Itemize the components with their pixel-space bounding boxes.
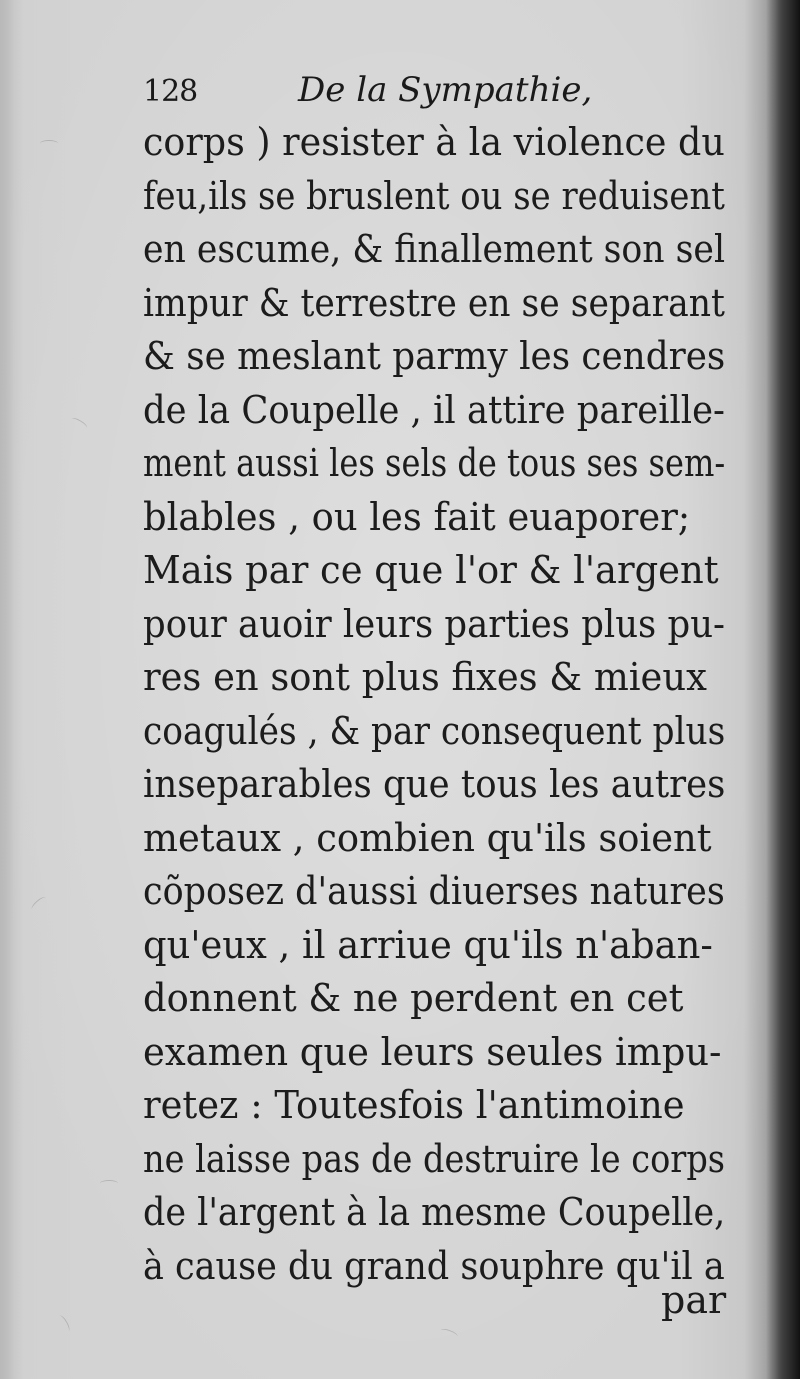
page-gutter-shadow xyxy=(766,0,800,1379)
text-line: donnent & ne perdent en cet xyxy=(143,976,684,1020)
text-line: de l'argent à la mesme Coupelle, xyxy=(143,1190,726,1234)
text-line: corps ) resister à la violence du xyxy=(143,120,725,164)
text-line: impur & terrestre en se separant xyxy=(143,280,725,325)
text-line: blables , ou les fait euaporer; xyxy=(143,494,691,539)
text-line: en escume, & finallement son sel xyxy=(143,227,726,271)
paper-fiber xyxy=(30,895,48,912)
text-line: res en sont plus fixes & mieux xyxy=(143,655,707,699)
text-line: feu,ils se bruslent ou se reduisent xyxy=(143,173,725,218)
catchword: par xyxy=(661,1278,727,1322)
paper-fiber xyxy=(40,140,58,147)
text-line: qu'eux , il arriue qu'ils n'aban- xyxy=(143,922,713,967)
paper-fiber xyxy=(69,416,88,431)
text-line: & se meslant parmy les cendres xyxy=(143,334,726,378)
paper-fiber xyxy=(100,1180,118,1187)
text-line: inseparables que tous les autres xyxy=(143,762,726,806)
text-line: à cause du grand souphre qu'il a xyxy=(143,1243,725,1288)
paper-fiber xyxy=(439,1327,458,1340)
body-text xyxy=(143,116,743,1293)
page-header xyxy=(143,66,643,116)
text-line: Mais par ce que l'or & l'argent xyxy=(143,548,719,592)
text-line: examen que leurs seules impu- xyxy=(143,1029,722,1074)
text-line: ment aussi les sels de tous ses sem- xyxy=(143,441,726,485)
text-line: de la Coupelle , il attire pareille- xyxy=(143,387,725,432)
text-line: pour auoir leurs parties plus pu- xyxy=(143,601,726,646)
page-number: 128 xyxy=(143,74,198,109)
page-left-edge xyxy=(0,0,14,1379)
text-line: retez : Toutesfois l'antimoine xyxy=(143,1083,685,1127)
running-head: De la Sympathie, xyxy=(298,70,593,110)
text-line: cõposez d'aussi diuerses natures xyxy=(143,869,725,913)
paper-fiber xyxy=(56,1314,71,1333)
text-line: coagulés , & par consequent plus xyxy=(143,708,726,753)
text-line: ne laisse pas de destruire le corps xyxy=(143,1136,726,1181)
text-line: metaux , combien qu'ils soient xyxy=(143,815,712,860)
